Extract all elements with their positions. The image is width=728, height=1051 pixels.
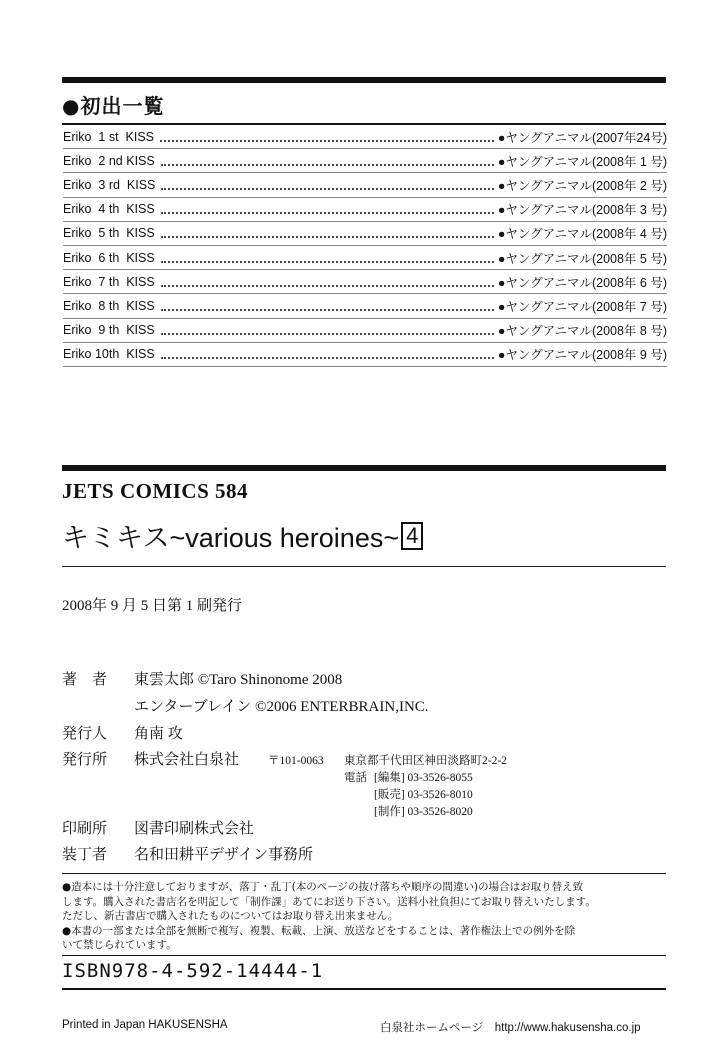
list-item [63,319,667,343]
printer: 図書印刷株式会社 [134,821,255,837]
episode-name: Eriko 4 th KISS [63,202,155,217]
dot-leader [160,132,494,142]
address: 東京都千代田区神田淡路町2-2-2 [344,755,507,767]
magazine-source: ●ヤングアニマル(2008年 8 号) [497,324,667,339]
first-appearance-heading: ●初出一覧 [62,94,165,118]
first-appearance-list [63,125,667,367]
publisher-homepage: 白泉社ホームページ http://www.hakusensha.co.jp [380,1022,641,1034]
notice-line: します。購入された書店名を明記して「制作課」あてにお送り下さい。送料小社負担にてお取り替えいたします。 [62,895,596,908]
phone-label: 電話 [344,772,367,784]
episode-name: Eriko 1 st KISS [63,129,155,144]
dot-leader [161,180,494,190]
dot-leader [161,349,494,359]
printed-in: Printed in Japan HAKUSENSHA [62,1019,228,1031]
isbn-rule [62,988,666,990]
designer-label: 装丁者 [62,847,108,863]
magazine-source: ●ヤングアニマル(2008年 4 号) [497,227,667,242]
notice-bottom-rule [62,955,666,956]
dot-leader [161,204,494,214]
phone-sales: [販売] 03-3526-8010 [374,789,473,801]
issuer: 角南 攻 [134,726,183,742]
episode-name: Eriko 7 th KISS [63,274,155,289]
volume-number: 4 [401,522,423,550]
list-item [63,246,667,270]
episode-name: Eriko 3 rd KISS [63,177,156,192]
list-item [63,149,667,173]
colophon-top-rule [62,465,666,471]
dot-leader [161,156,494,166]
notice-top-rule [62,873,666,874]
magazine-source: ●ヤングアニマル(2008年 9 号) [497,348,667,363]
book-title-text: キミキス~various heroines~ [62,523,400,553]
notice-text [62,880,666,953]
series-name: JETS COMICS 584 [62,479,249,503]
episode-name: Eriko 8 th KISS [63,298,155,313]
publisher: 株式会社白泉社 [134,752,240,768]
magazine-source: ●ヤングアニマル(2008年 5 号) [497,251,667,266]
list-item [63,343,667,367]
episode-name: Eriko 9 th KISS [63,323,155,338]
title-rule [62,566,666,567]
publication-date: 2008年 9 月 5 日第 1 刷発行 [62,598,243,614]
designer: 名和田耕平デザイン事務所 [134,847,313,863]
top-rule [62,77,666,83]
printer-label: 印刷所 [62,821,108,837]
magazine-source: ●ヤングアニマル(2008年 7 号) [497,299,667,314]
dot-leader [161,228,494,238]
isbn: ISBN978-4-592-14444-1 [62,960,324,982]
book-title [62,516,423,555]
episode-name: Eriko 2 nd KISS [63,153,155,168]
episode-name: Eriko 6 th KISS [63,250,155,265]
dot-leader [161,325,494,335]
episode-name: Eriko 10th KISS [63,347,155,362]
postal-code: 〒101-0063 [268,755,324,767]
publisher-label: 発行所 [62,752,108,768]
magazine-source: ●ヤングアニマル(2007年24号) [497,130,667,145]
phone-editorial: [編集] 03-3526-8055 [374,772,473,784]
magazine-source: ●ヤングアニマル(2008年 3 号) [497,203,667,218]
magazine-source: ●ヤングアニマル(2008年 1 号) [497,154,667,169]
dot-leader [161,253,494,263]
author-label: 著 者 [62,672,108,688]
list-item [63,270,667,294]
magazine-source: ●ヤングアニマル(2008年 2 号) [497,178,667,193]
list-item [63,198,667,222]
dot-leader [161,277,494,287]
list-item [63,125,667,149]
notice-line: いて禁じられています。 [62,939,177,952]
notice-line: ●本書の一部または全部を無断で複写、複製、転載、上演、放送などをすることは、著作権法上での例外を除 [62,924,576,937]
author-secondary: エンターブレイン ©2006 ENTERBRAIN,INC. [134,699,429,715]
list-item [63,222,667,246]
issuer-label: 発行人 [62,726,108,742]
notice-line: ただし、新古書店で購入されたものについてはお取り替え出来ません。 [62,910,399,923]
phone-production: [制作] 03-3526-8020 [374,806,473,818]
notice-line: ●造本には十分注意しておりますが、落丁・乱丁(本のページの抜け落ちや順序の間違い)の場合はお取り替え致 [62,881,584,893]
dot-leader [161,301,494,311]
episode-name: Eriko 5 th KISS [63,226,155,241]
list-item [63,294,667,318]
author: 東雲太郎 ©Taro Shinonome 2008 [134,672,343,688]
magazine-source: ●ヤングアニマル(2008年 6 号) [497,275,667,290]
list-item [63,173,667,197]
